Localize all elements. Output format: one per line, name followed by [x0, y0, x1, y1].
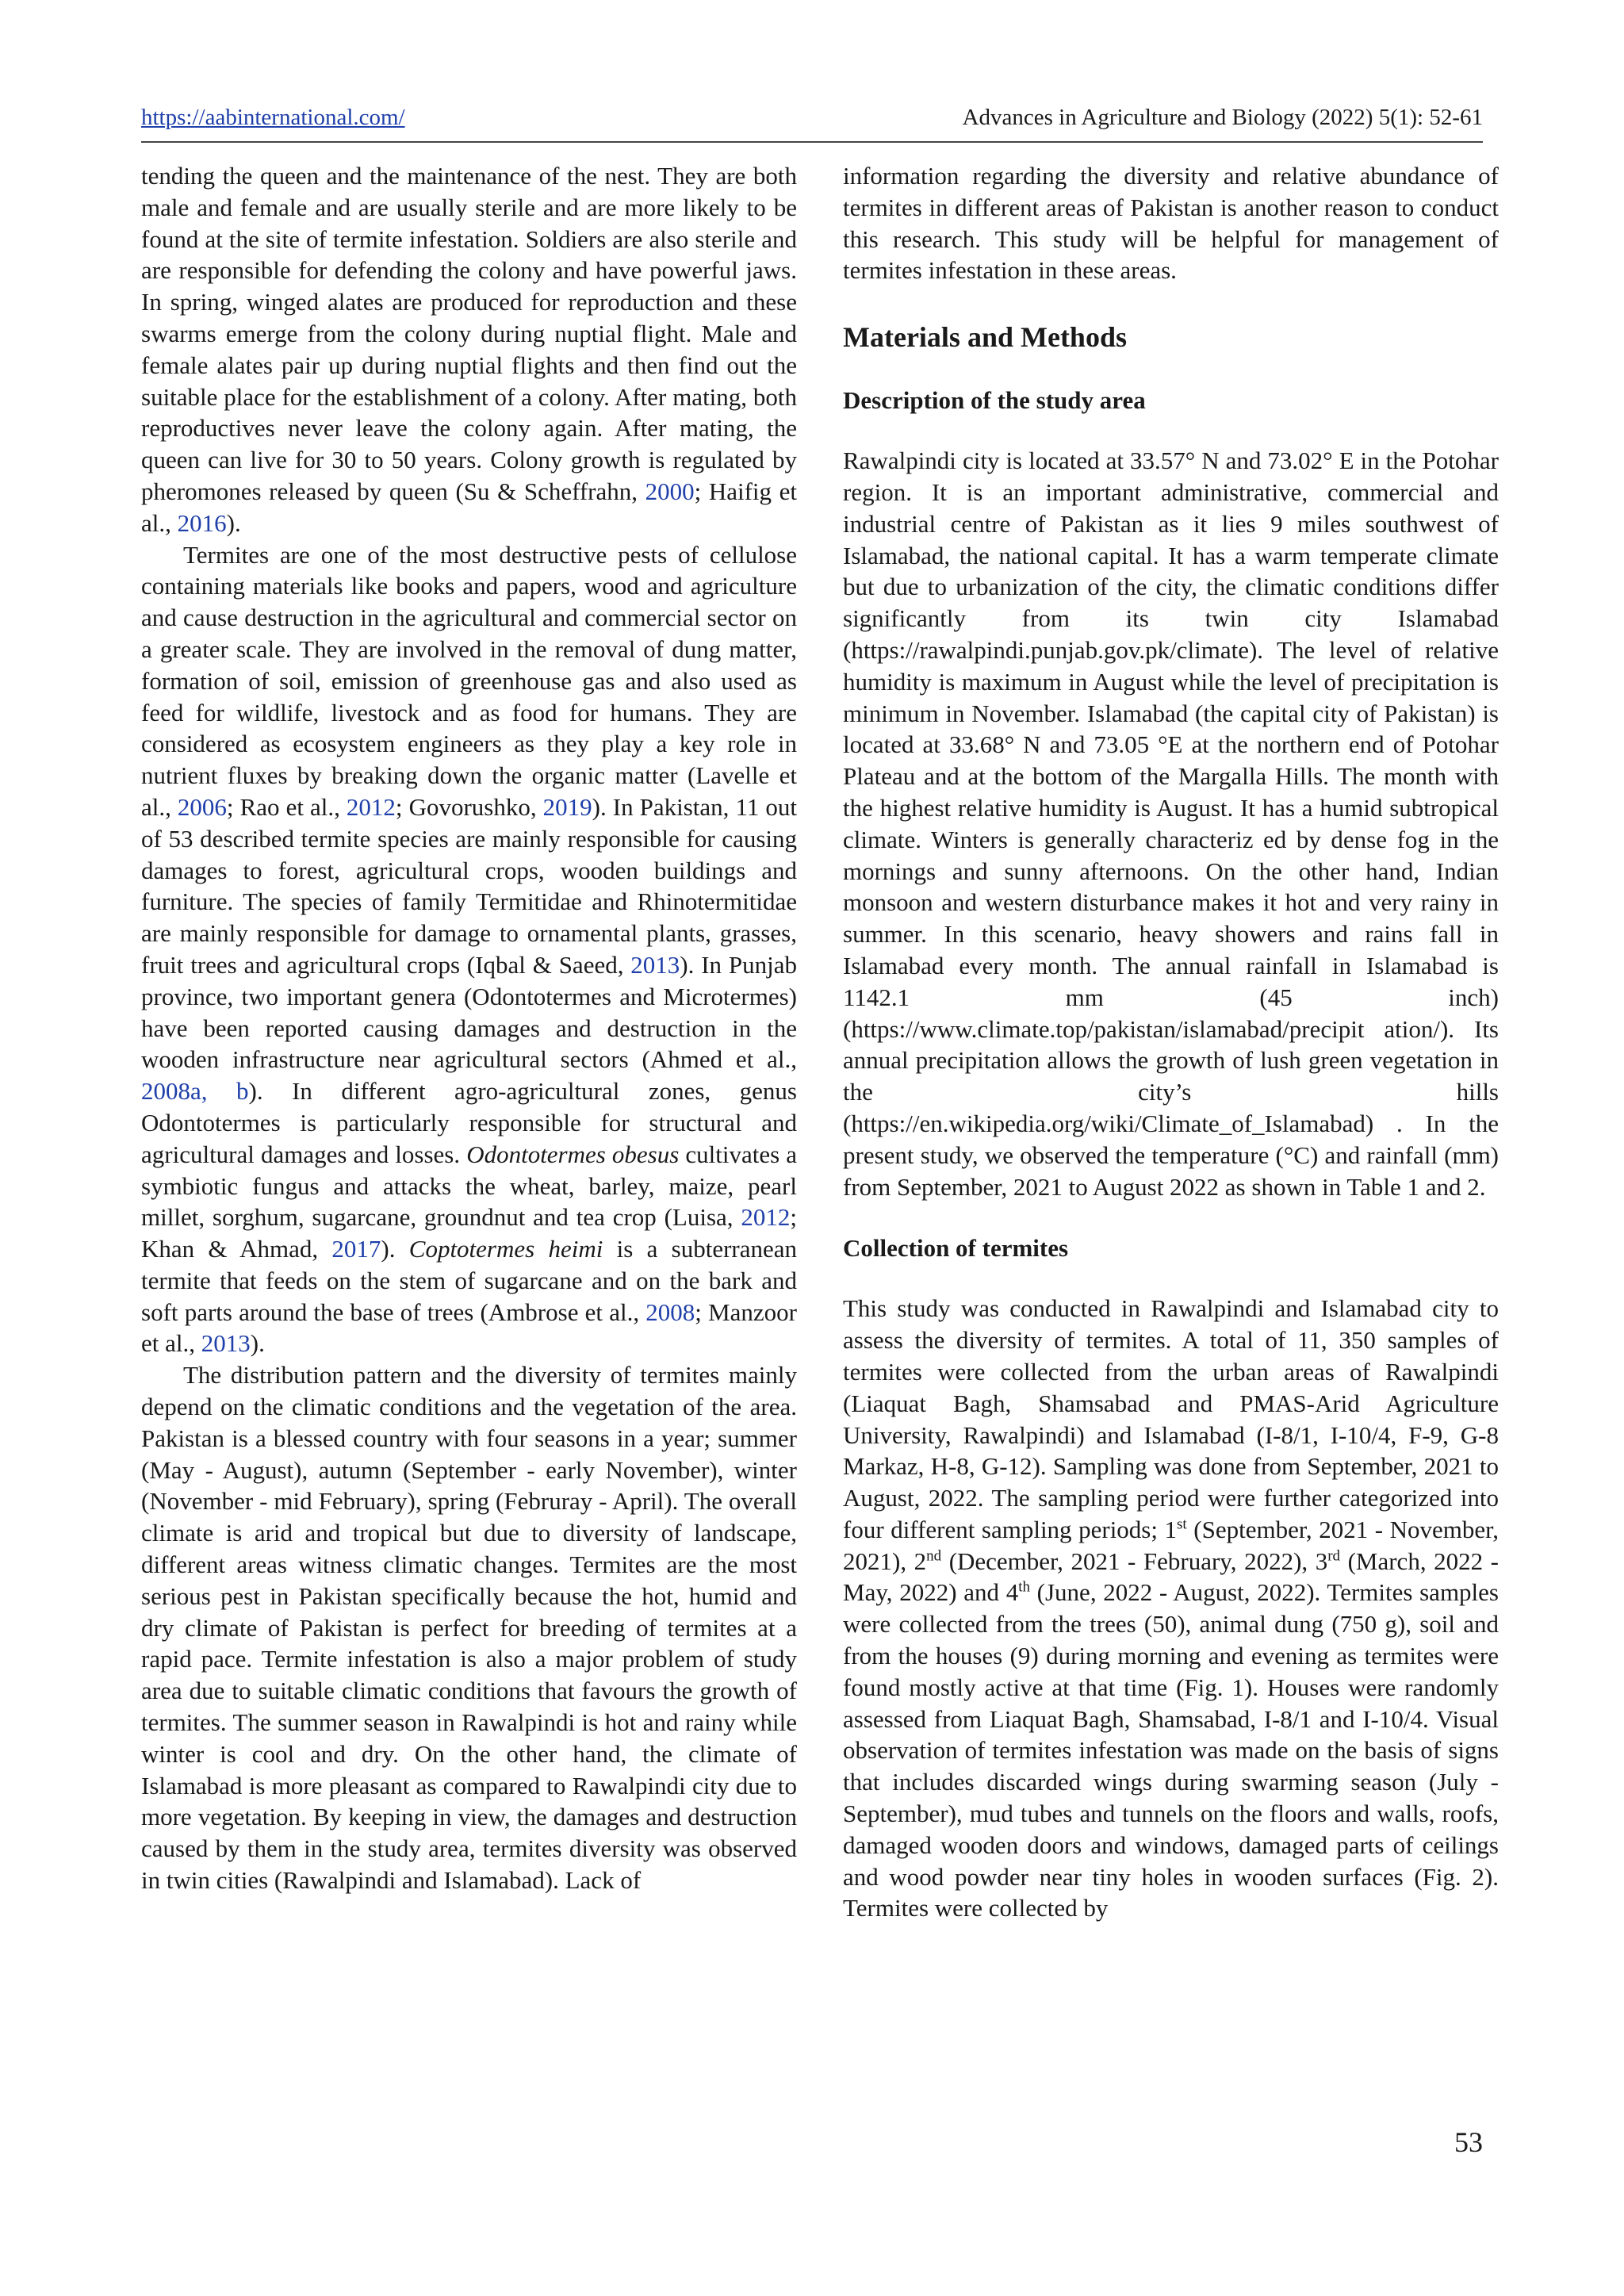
- citation-link[interactable]: 2012: [741, 1203, 791, 1232]
- citation-link[interactable]: 2016: [177, 508, 227, 537]
- text-run: ).: [381, 1235, 409, 1263]
- text-run: ).: [250, 1329, 265, 1358]
- subsection-heading-collection: Collection of termites: [843, 1234, 1069, 1263]
- text-run: ).: [226, 508, 241, 537]
- ordinal-suffix: st: [1177, 1516, 1187, 1533]
- text-run: ; Govorushko,: [395, 792, 543, 821]
- ordinal-suffix: nd: [926, 1547, 942, 1565]
- ordinal-suffix: rd: [1327, 1547, 1341, 1565]
- text-run: ). In Punjab province, two important genera (Odontotermes and Microtermes) have been reported causing damages and destruction in the wooden infrastructure near agricultural sectors (Ahmed et al.,: [141, 950, 797, 1074]
- journal-url-link[interactable]: https://aabinternational.com/: [141, 104, 405, 130]
- journal-citation: Advances in Agriculture and Biology (2022) 5(1): 52-61: [962, 104, 1483, 130]
- text-run: ). In Pakistan, 11 out of 53 described termite species are mainly responsible for causing damages to forest, agricultural crops, wooden buildings and furniture. The species of family Termitidae and Rhinotermitidae are mainly responsible for damage to ornamental plants, grasses, fruit trees and agricultural crops (Iqbal & Saeed,: [141, 792, 797, 979]
- text-run: Termites are one of the most destructive pests of cellulose containing materials like books and papers, wood and agriculture and cause destruction in the agricultural and commercial sector on a greater scale. They are involved in the removal of dung matter, formation of soil, emission of greenhouse gas and also used as feed for wildlife, livestock and as food for humans. They are considered as ecosystem engineers as they play a key role in nutrient fluxes by breaking down the organic matter (Lavelle et al.,: [141, 540, 797, 821]
- citation-link[interactable]: 2012: [346, 792, 396, 821]
- paragraph-destructive-pests: [141, 539, 797, 1360]
- right-column: [843, 160, 1499, 1924]
- left-column: [141, 160, 797, 1896]
- text-run: ; Manzoor et al.,: [141, 1297, 797, 1358]
- paragraph-study-area: Rawalpindi city is located at 33.57° N and 73.02° E in the Potohar region. It is an important administrative, commercial and industrial centre of Pakistan as it lies 9 miles southwest of Islamabad, the national capital. It has a warm temperate climate but due to urbanization of the city, the climatic conditions differ significantly from its twin city Islamabad (https://rawalpindi.punjab.gov.pk/climate). The level of relative humidity is maximum in August while the level of precipitation is minimum in November. Islamabad (the capital city of Pakistan) is located at 33.68° N and 73.05 °E at the northern end of Potohar Plateau and at the bottom of the Margalla Hills. The month with the highest relative humidity is August. It has a humid subtropical climate. Winters is generally characteriz ed by dense fog in the mornings and sunny afternoons. On the other hand, Indian monsoon and western disturbance makes it hot and very rainy in summer. In this scenario, heavy showers and rains fall in Islamabad every month. The annual rainfall in Islamabad is 1142.1 mm (45 inch) (https://www.climate.top/pakistan/islamabad/precipit ation/). Its annual precipitation allows the growth of lush green vegetation in the city’s hills (https://en.wikipedia.org/wiki/Climate_of_Islamabad) . In the present study, we observed the temperature (°C) and rainfall (mm) from September, 2021 to August 2022 as shown in Table 1 and 2.: [843, 447, 1499, 1201]
- citation-link[interactable]: 2013: [630, 950, 680, 979]
- citation-link[interactable]: 2017: [331, 1235, 381, 1263]
- text-run: is a subterranean termite that feeds on the stem of sugarcane and on the bark and soft parts around the base of trees (Ambrose et al.,: [141, 1235, 797, 1326]
- citation-link[interactable]: 2013: [201, 1329, 251, 1358]
- text-run: cultivates a symbiotic fungus and attacks the wheat, barley, maize, pearl millet, sorghum, sugarcane, groundnut and tea crop (Luisa,: [141, 1140, 797, 1232]
- species-name: Odontotermes obesus: [466, 1140, 680, 1168]
- text-run: (June, 2022 - August, 2022). Termites samples were collected from the trees (50), animal dung (750 g), soil and from the houses (9) during morning and evening as termites were found mostly active at that time (Fig. 1). Houses were randomly assessed from Liaquat Bagh, Shamsabad, I-8/1 and I-10/4. Visual observation of termites infestation was made on the basis of signs that includes discarded wings during swarming season (July - September), mud tubes and tunnels on the floors and walls, roofs, damaged wooden doors and windows, damaged parts of ceilings and wood powder near tiny holes in wooden surfaces (Fig. 2). Termites were collected by: [843, 1578, 1499, 1922]
- text-run: ). In different agro-agricultural zones, genus Odontotermes is particularly responsible for structural and agricultural damages and losses.: [141, 1077, 797, 1168]
- header-divider: [141, 141, 1483, 143]
- citation-link[interactable]: 2008: [645, 1297, 695, 1326]
- text-run: ; Khan & Ahmad,: [141, 1203, 797, 1263]
- text-run: (September, 2021 - November, 2021), 2: [843, 1515, 1499, 1575]
- paragraph-distribution: The distribution pattern and the diversity of termites mainly depend on the climatic conditions and the vegetation of the area. Pakistan is a blessed country with four seasons in a year; summer (May - August), autumn (September - early November), winter (November - mid February), spring (Februray - April). The overall climate is arid and tropical but due to diversity of landscape, different areas witness climatic changes. Termites are the most serious pest in Pakistan specifically because the hot, humid and dry climate of Pakistan is perfect for breeding of termites at a rapid pace. Termite infestation is also a major problem of study area due to suitable climatic conditions that favours the growth of termites. The summer season in Rawalpindi is hot and rainy while winter is cool and dry. On the other hand, the climate of Islamabad is more pleasant as compared to Rawalpindi city due to more vegetation. By keeping in view, the damages and destruction caused by them in the study area, termites diversity was observed in twin cities (Rawalpindi and Islamabad). Lack of: [141, 1361, 797, 1895]
- paragraph-castes: [141, 160, 797, 539]
- text-run: This study was conducted in Rawalpindi and Islamabad city to assess the diversity of termites. A total of 11, 350 samples of termites were collected from the urban areas of Rawalpindi (Liaquat Bagh, Shamsabad and PMAS-Arid Agriculture University, Rawalpindi) and Islamabad (I-8/1, I-10/4, F-9, G-8 Markaz, H-8, G-12). Sampling was done from September, 2021 to August, 2022. The sampling period were further categorized into four different sampling periods; 1: [843, 1294, 1499, 1543]
- subsection-heading-study-area: Description of the study area: [843, 386, 1146, 415]
- text-run: (March, 2022 - May, 2022) and 4: [843, 1547, 1499, 1607]
- text-run: tending the queen and the maintenance of the nest. They are both male and female and are usually sterile and are more likely to be found at the site of termite infestation. Soldiers are also sterile and are responsible for defending the colony and have powerful jaws. In spring, winged alates are produced for reproduction and these swarms emerge from the colony during nuptial flight. Male and female alates pair up during nuptial flights and then find out the suitable place for the establishment of a colony. After mating, both reproductives never leave the colony again. After mating, the queen can live for 30 to 50 years. Colony growth is regulated by pheromones released by queen (Su & Scheffrahn,: [141, 162, 797, 505]
- running-header: [141, 98, 1483, 136]
- species-name: Coptotermes heimi: [408, 1235, 603, 1263]
- paragraph-collection: [843, 1293, 1499, 1924]
- page-number: 53: [1454, 2126, 1483, 2158]
- paragraph-lack-of-information: information regarding the diversity and relative abundance of termites in different areas of Pakistan is another reason to conduct this research. This study will be helpful for management of termites infestation in these areas.: [843, 162, 1499, 285]
- citation-link[interactable]: 2019: [542, 792, 592, 821]
- text-run: ; Haifig et al.,: [141, 477, 797, 537]
- text-run: (December, 2021 - February, 2022), 3: [941, 1547, 1328, 1575]
- citation-link[interactable]: 2000: [645, 477, 695, 505]
- section-heading-materials-methods: Materials and Methods: [843, 321, 1127, 354]
- citation-link[interactable]: 2008a, b: [141, 1077, 249, 1106]
- ordinal-suffix: th: [1018, 1579, 1030, 1596]
- text-run: ; Rao et al.,: [226, 792, 347, 821]
- citation-link[interactable]: 2006: [177, 792, 227, 821]
